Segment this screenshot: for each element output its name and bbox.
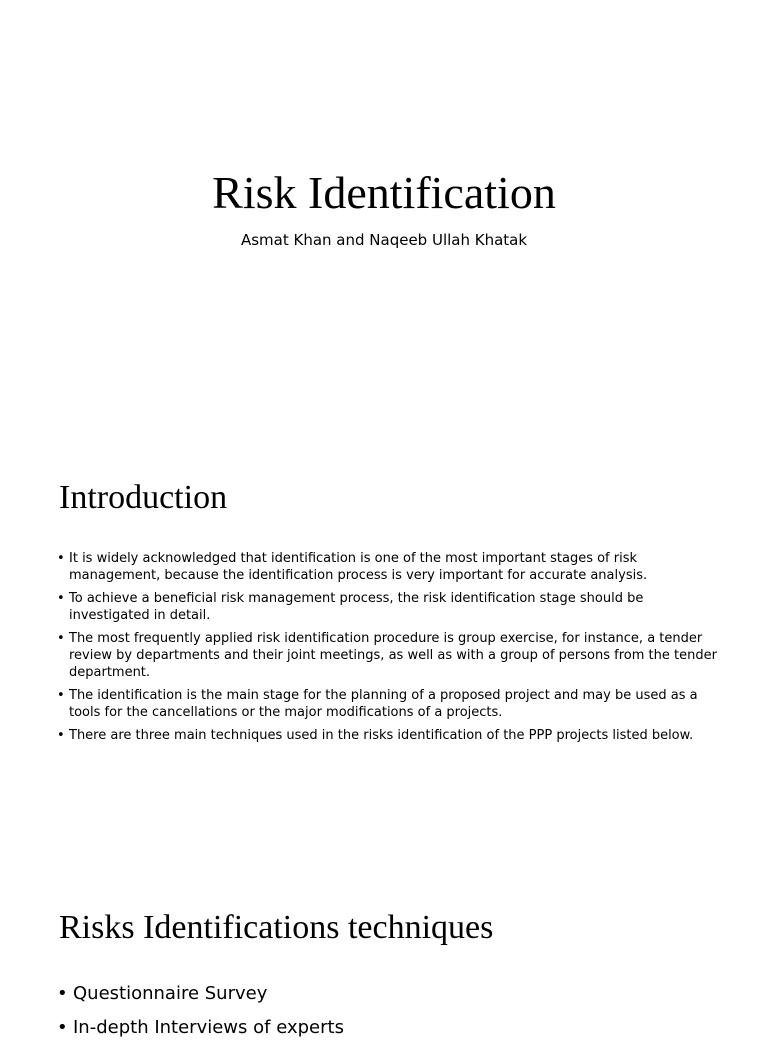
bullet-list [57, 550, 717, 750]
bullet-item: • The most frequently applied risk identification procedure is group exercise, for instance, a tender review by departments and their joint meetings, as well as with a group of persons from the tender department. [57, 630, 717, 681]
introduction-slide [0, 432, 768, 864]
title-slide [0, 0, 768, 432]
techniques-slide [0, 864, 768, 1038]
bullet-item: • In-depth Interviews of experts [57, 1015, 717, 1041]
bullet-item: • It is widely acknowledged that identification is one of the most important stages of risk management, because the identification process is very important for accurate analysis. [57, 550, 717, 584]
bullet-item: • There are three main techniques used in the risks identification of the PPP projects listed below. [57, 727, 717, 744]
bullet-item: • To achieve a beneficial risk management process, the risk identification stage should be investigated in detail. [57, 590, 717, 624]
slide-heading: Risks Identifications techniques [59, 909, 494, 946]
slide-subtitle: Asmat Khan and Naqeeb Ullah Khatak [240, 231, 528, 249]
bullet-item: • The identification is the main stage for the planning of a proposed project and may be used as a tools for the cancellations or the major modifications of a projects. [57, 687, 717, 721]
bullet-list [57, 981, 717, 1049]
slide-title: Risk Identification [212, 167, 556, 218]
slide-heading: Introduction [59, 479, 228, 516]
bullet-item: • Questionnaire Survey [57, 981, 717, 1007]
